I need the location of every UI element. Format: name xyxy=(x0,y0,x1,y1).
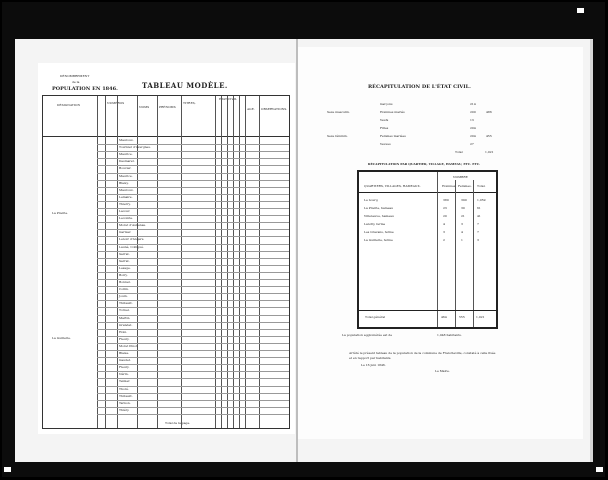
quartier-total: 41 xyxy=(477,214,481,218)
recap-quartier-title: RÉCAPITULATION PAR QUARTIER, VILLAGE, HAMEAU, ETC. ETC. xyxy=(368,162,481,166)
surname-cell: Fleury. xyxy=(119,336,130,341)
surname-cell: Collin. xyxy=(119,287,129,292)
etat-row-value: 200 xyxy=(470,110,476,114)
quartier-total: 7 xyxy=(477,222,479,226)
quartier-col-nombre: NOMBRE xyxy=(453,175,468,179)
quartier-label: La Prairie. xyxy=(52,211,69,215)
table-row xyxy=(97,414,289,415)
surname-cell: Mauroux. xyxy=(119,138,134,142)
sex-group-label: Sexe masculin. xyxy=(327,110,350,114)
quartier-divider xyxy=(437,172,438,327)
etat-row-label: Hommes mariés xyxy=(380,110,405,114)
surname-cell: Desmaret. xyxy=(119,159,135,164)
recap-etat-title: RÉCAPITULATION DE L'ÉTAT CIVIL. xyxy=(368,84,471,90)
surname-cell: Thibault. xyxy=(119,301,133,306)
quartier-total-total: 1,021 xyxy=(476,315,485,319)
quartier-femmes: 4 xyxy=(461,230,463,234)
surname-cell: Sarrat. xyxy=(119,258,130,263)
quartier-divider xyxy=(473,180,474,327)
surname-cell: Moret Pinot. xyxy=(119,343,139,348)
etat-total-label: Total xyxy=(455,150,463,154)
surname-cell: Lecomte. xyxy=(119,216,134,221)
quartier-col-hommes: Hommes. xyxy=(442,184,457,188)
quartier-hommes: 3 xyxy=(443,230,445,234)
page-footer-total: Total de la page. xyxy=(165,421,191,425)
surname-cell: Bonnet. xyxy=(119,280,131,284)
col-header-numeros: NUMÉROS xyxy=(107,101,125,105)
surname-cell: Moret d'Aubenas. xyxy=(119,223,146,228)
surname-cell: Nérin. xyxy=(119,372,129,377)
quartier-total: 1,059 xyxy=(477,198,486,202)
surname-cell: Hoin. xyxy=(119,329,128,334)
quartier-recap-table xyxy=(357,170,498,329)
quartier-femmes: 3 xyxy=(461,222,463,226)
surname-cell: Launé, Colliqué. xyxy=(119,244,144,249)
quartier-name: La Guillerie, ferme xyxy=(364,238,393,242)
surname-cell: Grandet. xyxy=(119,322,133,327)
quartier-col-femmes: Femmes. xyxy=(458,184,472,188)
aggregated-value: 1,048 habitants. xyxy=(437,333,462,337)
surname-cell: Blaisy. xyxy=(119,180,129,185)
quartier-name: Les Gravans, ferme xyxy=(364,230,394,234)
quartier-label: La Guillerie. xyxy=(52,336,71,340)
col-header-designation: DÉSIGNATION xyxy=(57,103,81,107)
surname-cell: Thibault. xyxy=(119,393,133,398)
etat-subtotal: 486 xyxy=(486,110,492,114)
population-heading: POPULATION EN 1846. xyxy=(52,86,118,92)
etat-total-value: 1,021 xyxy=(485,150,494,154)
surname-cell: Lesage. xyxy=(119,265,131,270)
surname-cell: Jouin. xyxy=(119,294,128,299)
page-edge xyxy=(590,39,593,462)
quartier-col-total: Total. xyxy=(477,184,486,188)
col-header-age: AGE. xyxy=(247,107,255,111)
surname-cell: Tarnon. xyxy=(119,400,131,405)
surname-cell: Thiéry. xyxy=(119,407,130,412)
quartier-total: 7 xyxy=(477,230,479,234)
quartier-hommes: 2 xyxy=(443,238,445,242)
registration-mark xyxy=(4,467,11,472)
surname-cell: Bouvier. xyxy=(119,166,132,171)
surname-cell: Maurice. xyxy=(119,152,133,157)
col-header-observations: OBSERVATIONS. xyxy=(261,107,288,111)
quartier-hommes: 23 xyxy=(443,206,447,210)
tableau-title: TABLEAU MODÈLE. xyxy=(142,81,228,90)
dept-line1: DÉNOMBREMENT xyxy=(60,74,90,78)
surname-cell: Tournier d'Avergnes. xyxy=(119,145,151,150)
quartier-femmes: 30 xyxy=(461,206,465,210)
surname-cell: Maurice. xyxy=(119,173,133,178)
surname-cell: Gaudet. xyxy=(119,358,131,363)
quartier-name: Le bourg xyxy=(364,198,378,202)
etat-row-value: 204 xyxy=(470,134,476,138)
quartier-name: Landry, ferme xyxy=(364,222,386,226)
surname-cell: Lacour. xyxy=(119,209,131,213)
certification-text: Arrêté le présent tableau de la population de la commune de Francheville, constaté à celle fixée et en rapport par habitants. xyxy=(349,351,496,360)
dept-line2: de la xyxy=(72,80,80,84)
quartier-col-name: QUARTIERS, VILLAGES, HAMEAUX. xyxy=(364,184,421,188)
surname-cell: Thierry. xyxy=(119,201,131,206)
quartier-hommes: 4 xyxy=(443,222,445,226)
quartier-divider xyxy=(455,180,456,327)
population-table xyxy=(42,95,290,429)
registration-mark xyxy=(577,8,584,13)
etat-row-value: 214 xyxy=(470,102,476,106)
quartier-hommes: 20 xyxy=(443,214,447,218)
quartier-hommes: 380 xyxy=(443,198,449,202)
quartier-name: La Prairie, hameau xyxy=(364,206,394,210)
surname-cell: Thoré. xyxy=(119,386,129,391)
quartier-total: 61 xyxy=(477,206,481,210)
quartier-total: 3 xyxy=(477,238,479,242)
surname-cell: Sarrat. xyxy=(119,251,130,256)
surname-cell: Martin. xyxy=(119,315,131,320)
etat-row-label: Veuves xyxy=(380,142,391,146)
surname-cell: Fleury. xyxy=(119,365,130,370)
quartier-femmes: 390 xyxy=(461,198,467,202)
quartier-total-hommes: 464 xyxy=(441,315,447,319)
surname-cell: Boiry. xyxy=(119,272,128,277)
header-rule xyxy=(43,136,289,137)
etat-row-label: Veufs xyxy=(380,118,389,122)
aggregated-line: La population agglomérée est de xyxy=(342,333,393,337)
quartier-name: Villeneuve, hameau xyxy=(364,214,394,218)
page-fold xyxy=(296,39,298,462)
sex-group-label: Sexe féminin. xyxy=(327,134,348,138)
etat-subtotal: 455 xyxy=(486,134,492,138)
registration-mark xyxy=(596,467,603,472)
quartier-total-label: Total général xyxy=(365,315,386,319)
signature: Le Maire. xyxy=(435,369,450,373)
quartier-total-femmes: 555 xyxy=(459,315,465,319)
quartier-header-rule xyxy=(359,192,496,193)
col-header-noms: NOMS xyxy=(139,105,150,109)
etat-row-value: 204 xyxy=(470,126,476,130)
etat-row-label: Filles xyxy=(380,126,389,130)
etat-row-value: 27 xyxy=(470,142,474,146)
surname-cell: Lenoir d'Angers. xyxy=(119,237,145,242)
col-header-etat-civil: ÉTAT CIVIL xyxy=(219,97,237,101)
surname-cell: Mauroux. xyxy=(119,187,134,192)
etat-row-label: Garçons xyxy=(380,102,393,106)
surname-cell: Blaise. xyxy=(119,351,130,355)
col-header-prenoms: PRÉNOMS xyxy=(159,105,176,109)
etat-row-value: 13 xyxy=(470,118,474,122)
surname-cell: Lemaire. xyxy=(119,194,133,199)
quartier-total-rule xyxy=(359,310,496,311)
etat-row-label: Femmes mariées xyxy=(380,134,406,138)
date-line: Le 16 juin 1846. xyxy=(361,363,386,367)
quartier-femmes: 1 xyxy=(461,238,463,242)
surname-cell: Tornel. xyxy=(119,308,130,313)
col-header-titres: TITRES, xyxy=(183,101,196,105)
quartier-femmes: 21 xyxy=(461,214,465,218)
surname-cell: Garnier. xyxy=(119,230,132,235)
surname-cell: Teinier. xyxy=(119,379,131,384)
